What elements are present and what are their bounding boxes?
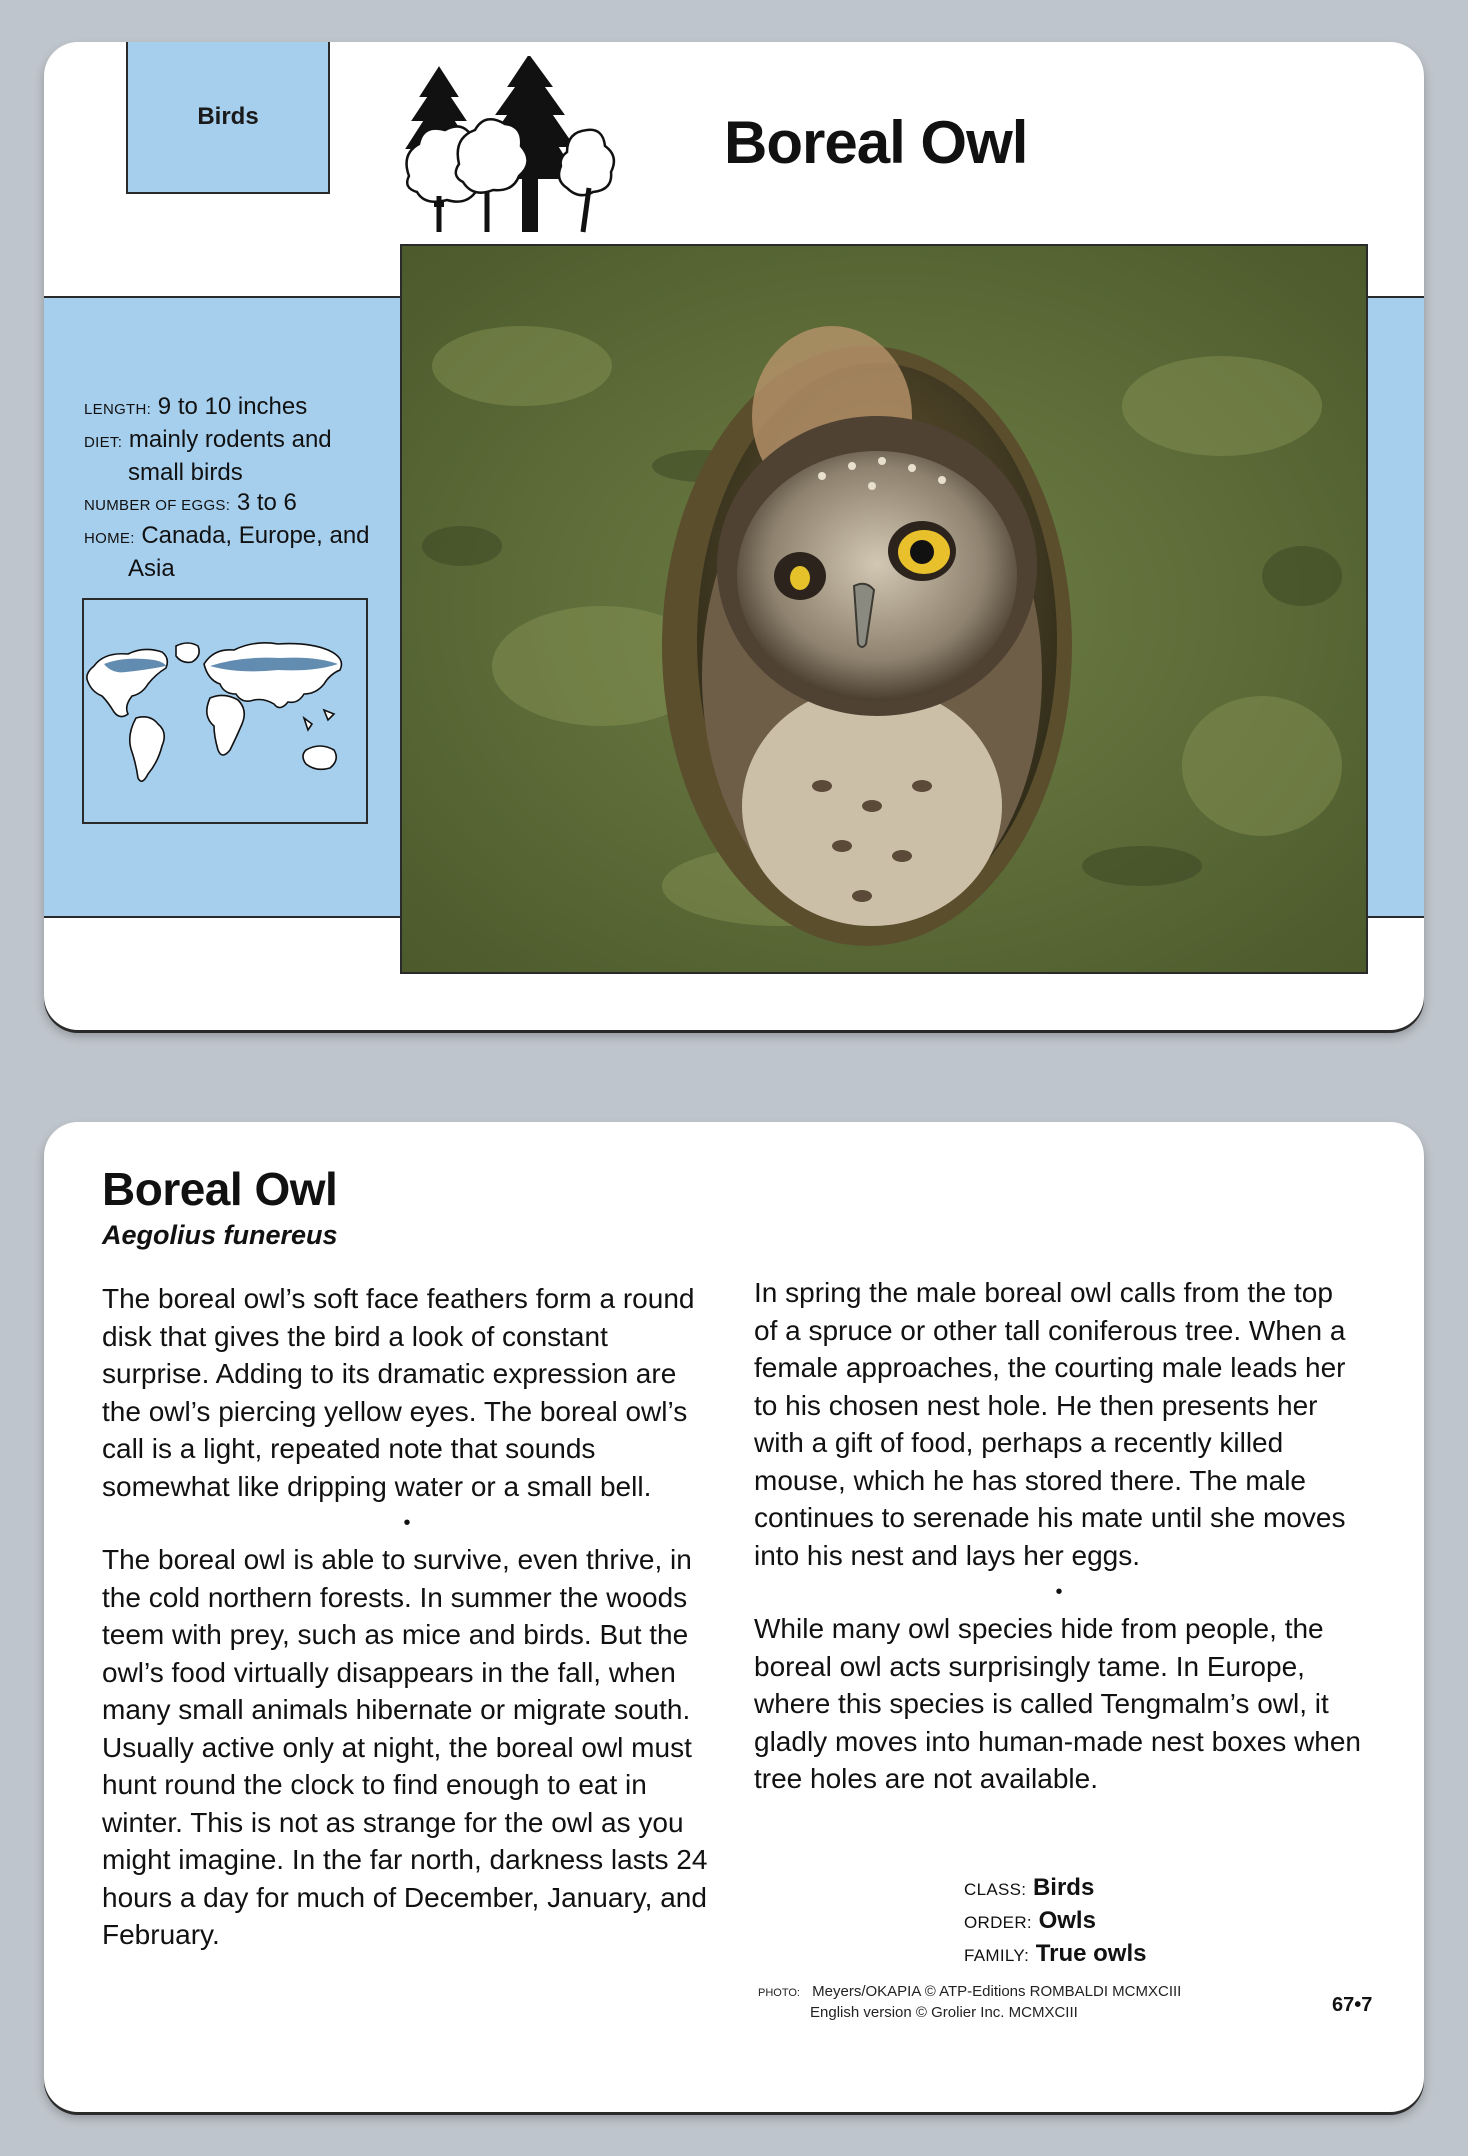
paragraph: While many owl species hide from people, the boreal owl acts surprisingly tame. In Europe, where this species is called Tengmalm’s owl, it gladly moves into human-made nest boxes when tree holes are not available. — [754, 1613, 1362, 1794]
world-map-icon — [84, 600, 366, 822]
fact-diet-value: mainly rodents and — [128, 426, 332, 453]
scientific-name: Aegolius funereus — [102, 1220, 338, 1250]
photo-credits — [758, 1982, 1181, 2022]
photo-label: PHOTO: — [758, 1987, 800, 1999]
fact-length-label: LENGTH: — [84, 401, 152, 418]
range-map — [82, 598, 368, 824]
card-title: Boreal Owl — [724, 109, 1028, 176]
owl-in-tree-hole-photo — [402, 246, 1366, 972]
credits-line-1 — [758, 1982, 1181, 2003]
fact-home — [84, 521, 404, 554]
fact-eggs — [84, 488, 404, 521]
fact-home-value: Canada, Europe, and — [141, 522, 370, 549]
class-label: CLASS: — [964, 1880, 1027, 1899]
credits-text-1: Meyers/OKAPIA © ATP-Editions ROMBALDI MCMXCIII — [812, 1983, 1182, 2000]
category-box — [126, 42, 330, 194]
family-value: True owls — [1035, 1940, 1147, 1967]
fact-diet — [84, 425, 404, 458]
family-row — [964, 1938, 1146, 1971]
fact-home-label: HOME: — [84, 530, 135, 547]
fact-length-value: 9 to 10 inches — [157, 393, 308, 420]
paragraph-separator: • — [403, 1512, 411, 1534]
fact-home-cont: Asia — [128, 555, 175, 582]
paragraph: In spring the male boreal owl calls from the top of a spruce or other tall coniferous tree. When a female approaches, the courting male leads her to his chosen nest hole. He then presents her with a gift of food, perhaps a recently killed mouse, which he has stored there. The male continues to serenade his mate until she moves into his nest and lays her eggs. — [754, 1277, 1346, 1571]
family-label: FAMILY: — [964, 1946, 1030, 1965]
class-row — [964, 1872, 1146, 1905]
fact-eggs-label: NUMBER OF EGGS: — [84, 497, 231, 514]
text-column-right — [754, 1274, 1364, 1798]
card-code: 67•7 — [1332, 1994, 1373, 2016]
category-label: Birds — [197, 103, 259, 130]
owl-photo — [400, 244, 1368, 974]
paragraph: The boreal owl’s soft face feathers form a round disk that gives the bird a look of constant surprise. Adding to its dramatic expression are the owl’s piercing yellow eyes. The boreal owl’s call is a light, repeated note that sounds somewhat like dripping water or a small bell. — [102, 1283, 695, 1502]
paragraph-separator: • — [1055, 1581, 1063, 1603]
fact-length — [84, 392, 404, 425]
credits-line-2: English version © Grolier Inc. MCMXCIII — [810, 2004, 1078, 2021]
order-row — [964, 1905, 1146, 1938]
fact-diet-label: DIET: — [84, 434, 123, 451]
text-column-left — [102, 1280, 712, 1954]
fact-diet-cont: small birds — [128, 459, 243, 486]
order-value: Owls — [1038, 1907, 1096, 1934]
facts-panel — [84, 392, 404, 584]
card-back — [44, 1122, 1424, 2112]
coniferous-trees-icon — [399, 56, 619, 236]
order-label: ORDER: — [964, 1913, 1032, 1932]
classification — [964, 1872, 1146, 1971]
fact-eggs-value: 3 to 6 — [236, 489, 297, 516]
class-value: Birds — [1032, 1874, 1095, 1901]
back-title: Boreal Owl — [102, 1163, 338, 1215]
paragraph: The boreal owl is able to survive, even thrive, in the cold northern forests. In summer the woods teem with prey, such as mice and birds. But the owl’s food virtually disappears in the fall, when many small animals hibernate or migrate south. Usually active only at night, the boreal owl must hunt round the clock to find enough to eat in winter. This is not as strange for the owl as you might imagine. In the far north, darkness lasts 24 hours a day for much of December, January, and February. — [102, 1544, 708, 1950]
card-front — [44, 42, 1424, 1030]
